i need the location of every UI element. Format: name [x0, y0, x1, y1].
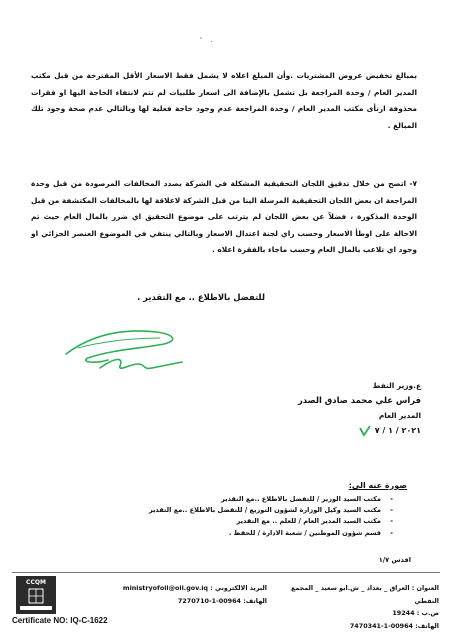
date-tick-mark — [358, 425, 372, 437]
cc-item: - قسم شؤون الموطنين / شعبة الادارة / للحفظ . — [93, 528, 393, 539]
top-marks: ' . — [200, 36, 216, 44]
logo-text: CCQM — [26, 579, 46, 586]
footer-divider — [12, 572, 440, 573]
cc-list — [93, 494, 393, 539]
signature-block — [221, 378, 421, 438]
certificate-number: Certificate NO: IQ-C-1622 — [12, 616, 108, 625]
cc-item: - مكتب السيد وكيل الوزارة لشؤون التوزيع / للتفضل بالاطلاع ..مع التقدير — [93, 505, 393, 516]
closing-line: للتفضل بالاطلاع .. مع التقدير . — [137, 292, 265, 302]
letter-date-text: ٢٠٢١ / ١ / ٧ — [374, 426, 421, 435]
cc-item: - مكتب السيد المدير العام / للعلم .. مع التقدير — [93, 516, 393, 527]
footer-contact — [92, 582, 267, 607]
footer-phone-right: الهاتف: 00964-1-7470341 — [349, 621, 439, 630]
cc-title: صورة عنه الى: — [348, 481, 407, 490]
signer-name: فراس علي محمد صادق الصدر — [297, 395, 421, 405]
footer-phone-center: الهاتف: 00964-1-7270710 — [177, 596, 267, 605]
signer-title: المدير العام — [378, 411, 421, 420]
footer-address-block — [289, 582, 439, 632]
letter-date — [221, 423, 421, 438]
footer-po-box: ص.ب : 19244 — [392, 609, 439, 617]
cc-item: - مكتب السيد الوزير / للتفضل بالاطلاع ..مع التقدير — [93, 494, 393, 505]
paragraph-2: ٧- اتضح من خلال تدقيق اللجان التحقيقية المشكلة في الشركة بصدد المخالفات المرصودة من قبل وحدة المراجعة ان بعض اللجان التحقيقية المرسلة الينا من قبل الشركة لاعلاقة لها بالمخالفات المكتشفة من قبل الوحدة المذكورة ، فضلاً عن بعض اللجان لم يترتب على موضوع التحقيق اي ضرر بالمال العام حيث تم الاحالة على اوطأ الاسعار وحسب راي لجنة اعتدال الاسعار وبالتالي ينتفي في الموضوع العنصر الجزائي او وجود اي تلاعب بالمال العام وحسب ماجاء بالفقرة اعلاه . — [31, 179, 417, 254]
ccqm-logo — [16, 576, 56, 614]
paragraph-1: بمبالغ تخفيض عروض المشتريات .وأن المبلغ اعلاه لا يشمل فقط الاسعار الأقل المقترحة من قبل مكتب المدير العام / وحدة المراجعة بل تشمل بالإضافة الى اسعار طلبيات لم تتم لانتفاء الحاجة اليها او فقرات محذوفة ارتأى مكتب المدير العام / وحدة المراجعة عدم وجود حاجة فعلية لها وبالتالي عدم صحة وجود تلك المبالغ . — [31, 71, 417, 130]
letterhead-footer — [0, 572, 451, 640]
footer-address: العنوان : العراق _ بغداد _ ش.ابو سعيد _ المجمع النفطي — [290, 584, 439, 605]
crest-icon — [16, 576, 56, 614]
footer-email: البريد الالكتروني : ministryofoil@oil.gov.iq — [122, 584, 267, 592]
signer-ministry: ع.وزير النفط — [372, 381, 421, 390]
reference-code: اقدس ١/٧ — [378, 556, 411, 564]
signature-scribble — [60, 318, 190, 388]
